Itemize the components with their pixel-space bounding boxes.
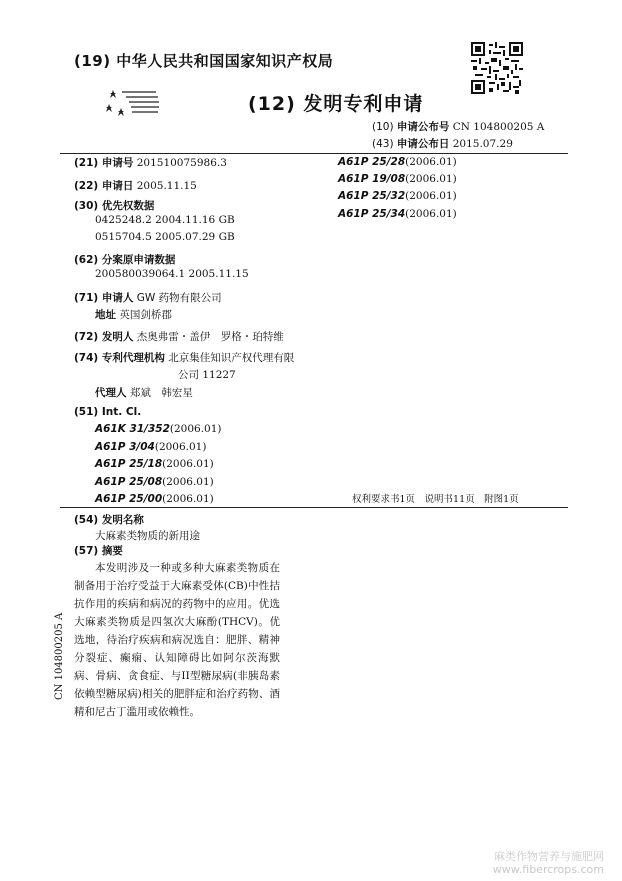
right-ipc-entry: [338, 190, 457, 202]
ipc-version: (2006.01): [169, 423, 222, 435]
publication-date-row: [372, 136, 513, 151]
qr-code-icon: [471, 42, 523, 94]
publication-number-row: [372, 119, 544, 134]
right-ipc-entry: [338, 208, 457, 220]
left-ipc-entry: [95, 476, 214, 488]
address-label: 地址: [95, 309, 116, 321]
address-row: [95, 307, 172, 322]
side-publication-number: CN 104800205 A: [54, 612, 65, 700]
inventor-label: (72) 发明人: [74, 331, 134, 343]
applicant-row: [74, 290, 222, 305]
agency-row: [74, 350, 294, 365]
pages-summary: 权利要求书1页 说明书11页 附图1页: [352, 494, 519, 505]
application-number-row: [74, 155, 227, 170]
address: 英国剑桥郡: [119, 309, 172, 321]
application-number: 201510075986.3: [136, 157, 227, 169]
ipc-version: (2006.01): [162, 493, 214, 505]
ipc-version: (2006.01): [405, 173, 457, 186]
agent-label: 代理人: [95, 387, 127, 399]
publication-date-value: 2015.07.29: [452, 138, 513, 150]
publication-date-label: 申请公布日: [396, 138, 450, 150]
ipc-code: A61P 25/18: [95, 458, 163, 470]
publication-number-value: CN 104800205 A: [452, 121, 545, 133]
ipc-code: A61P 25/32: [338, 190, 406, 203]
watermark-line-2: www.fibercrops.com: [492, 863, 604, 876]
inventor: 杰奥弗雷・盖伊 罗格・珀特维: [136, 331, 284, 343]
ipc-version: (2006.01): [154, 440, 207, 453]
priority-label: (30) 优先权数据: [74, 200, 155, 212]
abstract-label: (57) 摘要: [74, 545, 123, 557]
ipc-code: A61P 25/00: [95, 493, 163, 505]
agent: 郑斌 韩宏星: [129, 387, 193, 399]
agency-line-1: 北京集佳知识产权代理有限: [168, 352, 295, 364]
agency-label: (74) 专利代理机构: [74, 352, 165, 364]
int-cl-label: (51) Int. Cl.: [74, 406, 142, 418]
document-type: (12) 发明专利申请: [248, 93, 424, 115]
ipc-version: (2006.01): [162, 458, 214, 470]
application-date-row: [74, 178, 197, 193]
left-ipc-entry: [95, 493, 214, 505]
division-data: 200580039064.1 2005.11.15: [95, 268, 249, 280]
ipc-code: A61P 25/34: [338, 207, 406, 220]
left-ipc-entry: [95, 458, 214, 470]
inventor-row: [74, 329, 284, 344]
left-ipc-entry: [95, 423, 222, 435]
application-date: 2005.11.15: [136, 180, 197, 192]
ipc-version: (2006.01): [405, 207, 457, 220]
watermark-line-1: 麻类作物营养与施肥网: [494, 850, 604, 863]
applicant: GW 药物有限公司: [136, 292, 222, 304]
title-label: (54) 发明名称: [74, 514, 144, 526]
ipc-version: (2006.01): [405, 156, 457, 168]
right-ipc-entry: [338, 173, 457, 185]
abstract-text: 本发明涉及一种或多种大麻素类物质在制备用于治疗受益于大麻素受体(CB)中性拮抗作用的疾病和病况的药物中的应用。优选大麻素类物质是四氢次大麻酚(THCV)。优选地，待治疗疾病和病况选自：肥胖、精神分裂症、癫痫、认知障碍比如阿尔茨海默病、骨病、贪食症、与II型糖尿病(非胰岛素依赖型糖尿病)相关的肥胖症和治疗药物、酒精和尼古丁滥用或依赖性。: [74, 562, 280, 718]
ipc-code: A61P 19/08: [338, 173, 406, 186]
ipc-code: A61P 25/28: [338, 156, 406, 168]
right-ipc-entry: [338, 156, 457, 168]
ipc-version: (2006.01): [405, 190, 457, 203]
cnipa-logo-icon: [96, 82, 166, 124]
division-label: (62) 分案原申请数据: [74, 254, 176, 266]
left-ipc-entry: [95, 441, 206, 453]
ipc-code: A61P 25/08: [95, 475, 163, 488]
ipc-version: (2006.01): [162, 475, 214, 488]
applicant-label: (71) 申请人: [74, 292, 134, 304]
header-divider: [60, 153, 568, 154]
publication-date-code: (43): [372, 138, 394, 150]
application-number-label: (21) 申请号: [74, 157, 134, 169]
agency-line-2: 公司 11227: [178, 369, 236, 381]
office-name: (19) 中华人民共和国国家知识产权局: [74, 52, 334, 70]
agent-row: [95, 385, 193, 400]
publication-number-label: 申请公布号: [396, 121, 450, 133]
invention-title: 大麻素类物质的新用途: [95, 530, 200, 542]
ipc-code: A61P 3/04: [95, 440, 155, 453]
publication-number-code: (10): [372, 121, 394, 133]
application-date-label: (22) 申请日: [74, 180, 134, 192]
middle-divider: [60, 507, 568, 508]
priority-item-1: 0425248.2 2004.11.16 GB: [95, 214, 235, 226]
ipc-code: A61K 31/352: [95, 423, 170, 435]
priority-item-2: 0515704.5 2005.07.29 GB: [95, 231, 235, 243]
